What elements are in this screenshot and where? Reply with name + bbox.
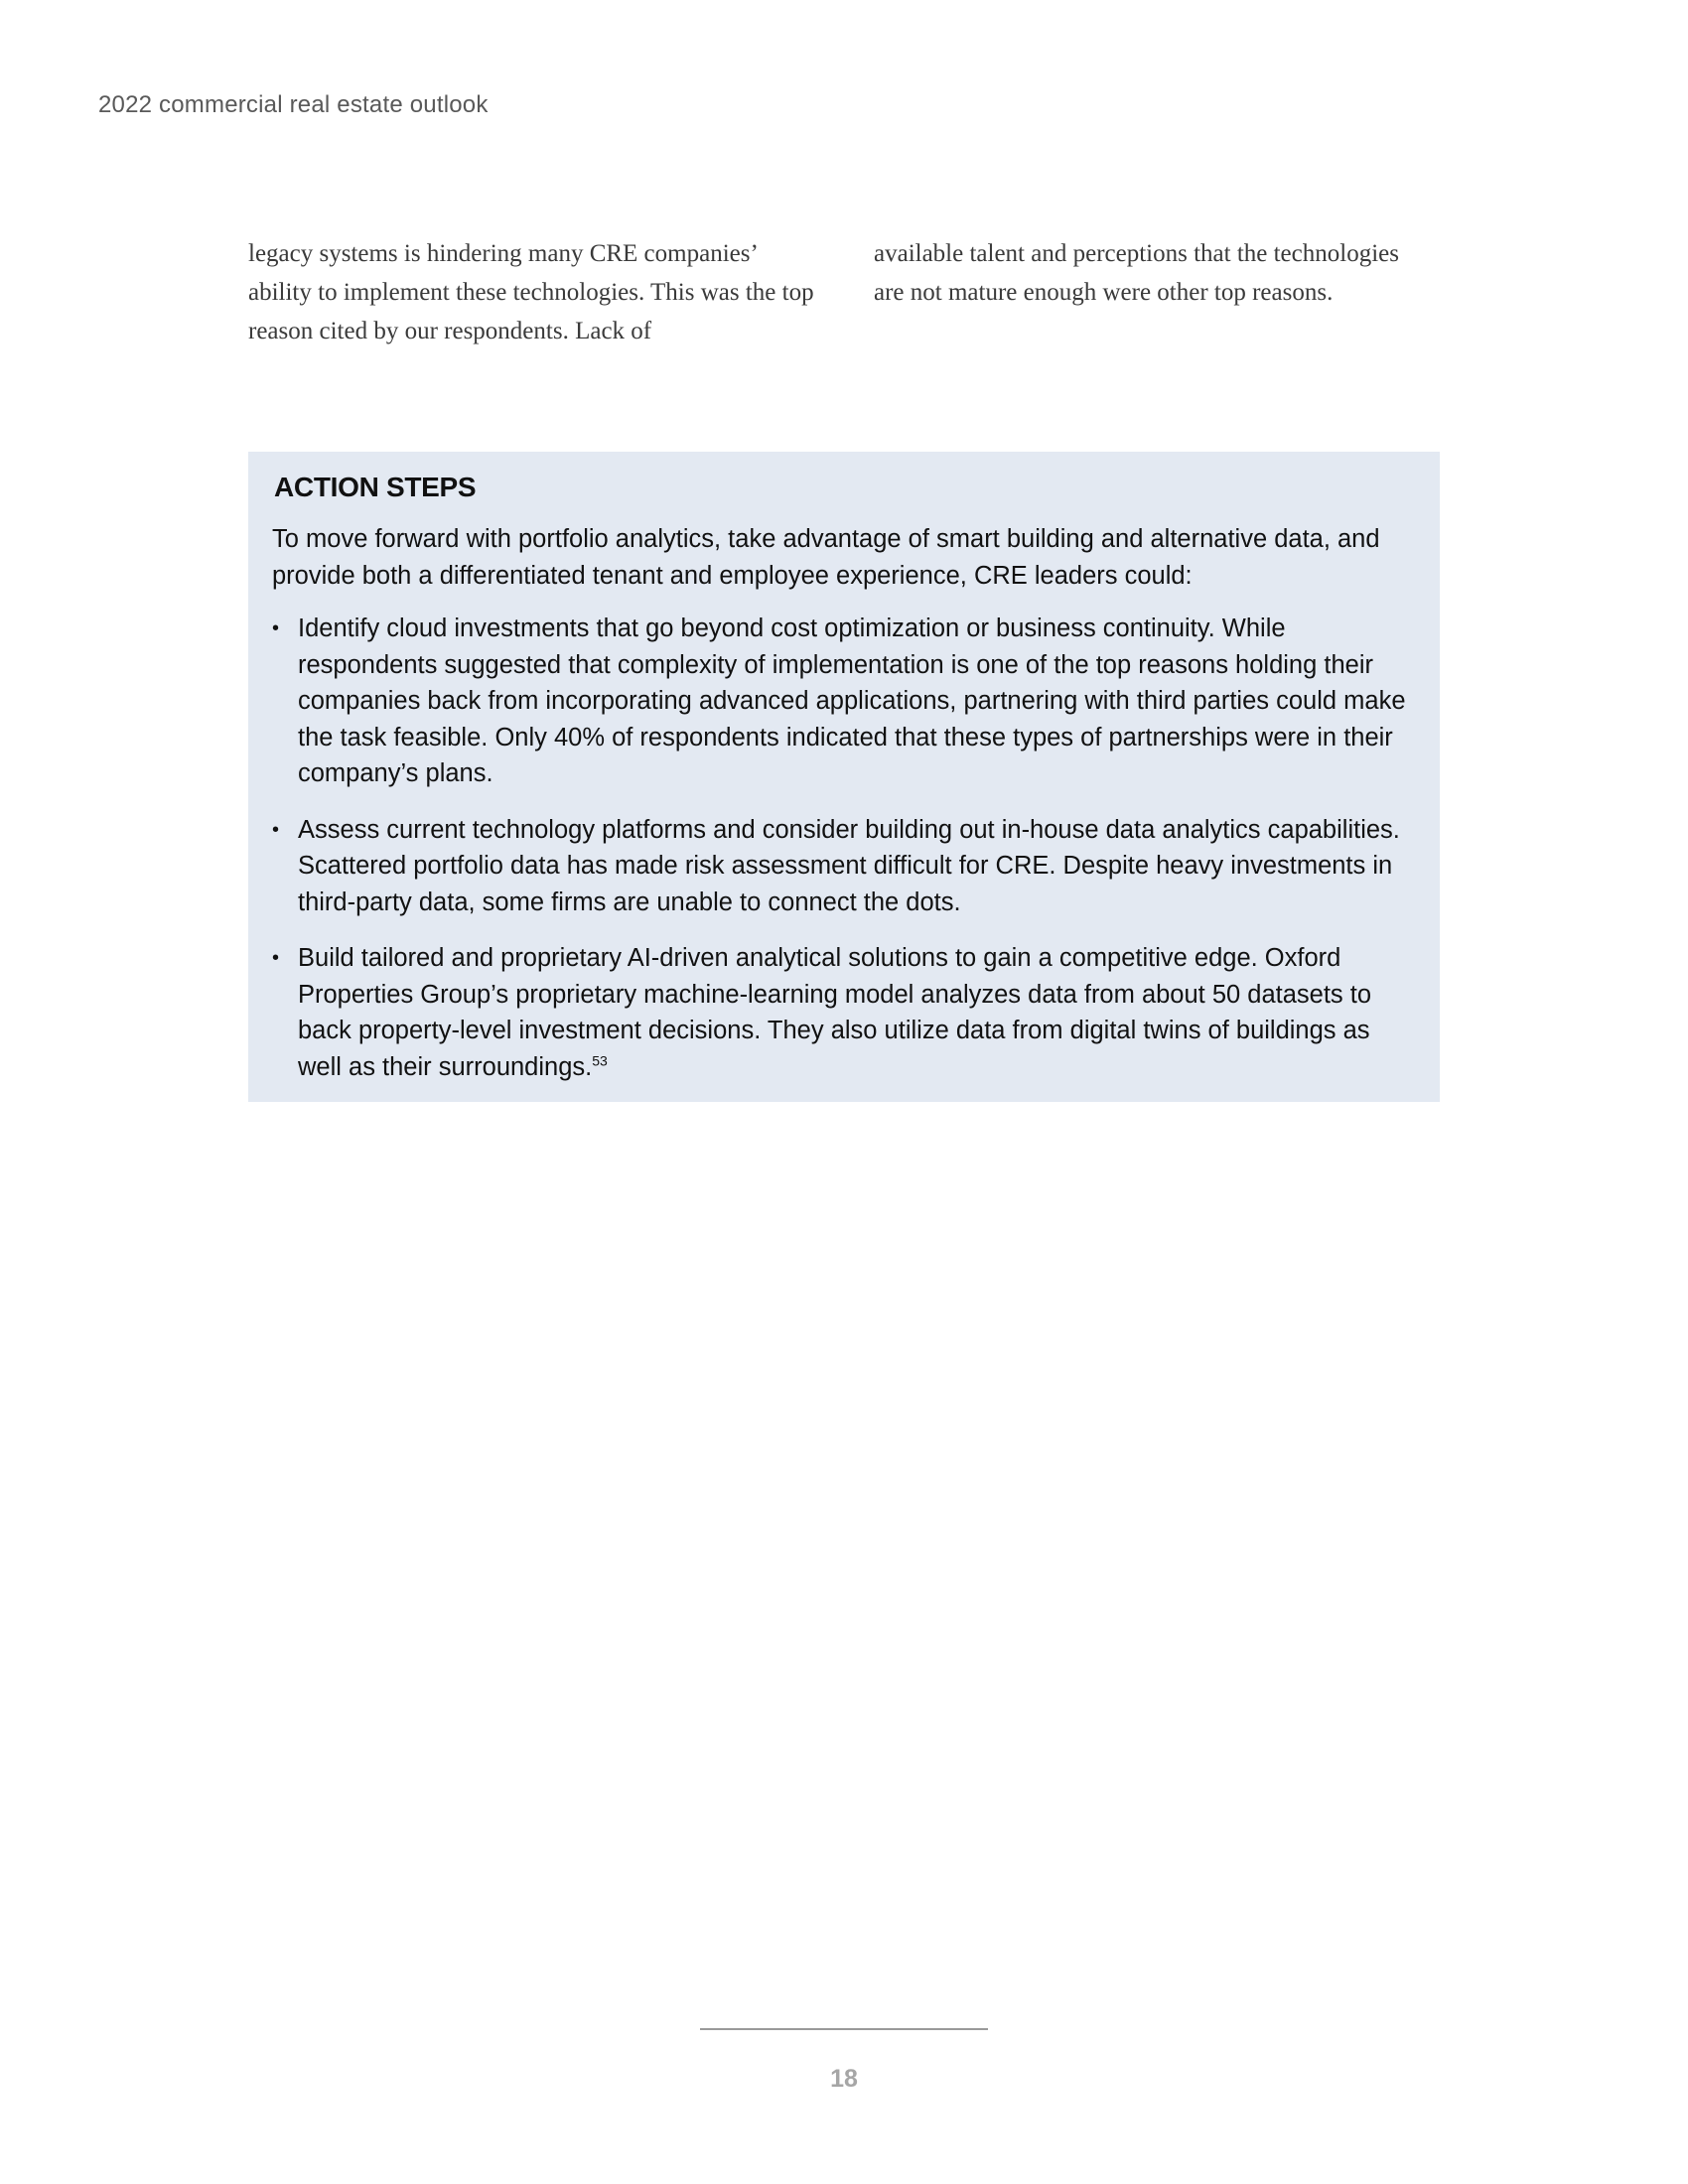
body-column-left (248, 234, 824, 350)
action-step-item (272, 611, 1420, 792)
running-header: 2022 commercial real estate outlook (98, 91, 489, 118)
body-paragraph-right: available talent and perceptions that the technologies are not mature enough were other top reasons. (874, 240, 1399, 306)
action-step-text: Identify cloud investments that go beyond cost optimization or business continuity. While respondents suggested that complexity of implementation is one of the top reasons holding their companies back from incorporating advanced applications, partnering with third parties could make the task feasible. Only 40% of respondents indicated that these types of partnerships were in their company’s plans. (298, 614, 1406, 787)
action-step-text: Build tailored and proprietary AI-driven analytical solutions to gain a competitive edge. Oxford Properties Group’s proprietary machine-learning model analyzes data from about 50 datasets to back property-level investment decisions. They also utilize data from digital twins of buildings as well as their surroundings. (298, 944, 1372, 1081)
bullet-icon: • (272, 947, 280, 969)
page-number: 18 (830, 2065, 858, 2093)
action-steps-intro: To move forward with portfolio analytics, take advantage of smart building and alternative data, and provide both a differentiated tenant and employee experience, CRE leaders could: (272, 525, 1380, 590)
action-step-text: Assess current technology platforms and consider building out in-house data analytics capabilities. Scattered portfolio data has made risk assessment difficult for CRE. Despite heavy investments in third-party data, some firms are unable to connect the dots. (298, 815, 1400, 916)
action-step-item (272, 940, 1420, 1085)
footnote-reference[interactable]: 53 (592, 1052, 608, 1068)
body-column-right (874, 234, 1410, 312)
footer-divider (700, 2028, 988, 2030)
action-step-item (272, 812, 1420, 921)
body-paragraph-left: legacy systems is hindering many CRE companies’ ability to implement these technologies. This was the top reason cited by our respondents. Lack of (248, 240, 814, 344)
bullet-icon: • (272, 818, 280, 841)
action-steps-list (272, 611, 1420, 1105)
action-steps-title: ACTION STEPS (274, 472, 477, 502)
action-steps-box (248, 452, 1440, 1102)
bullet-icon: • (272, 617, 280, 639)
